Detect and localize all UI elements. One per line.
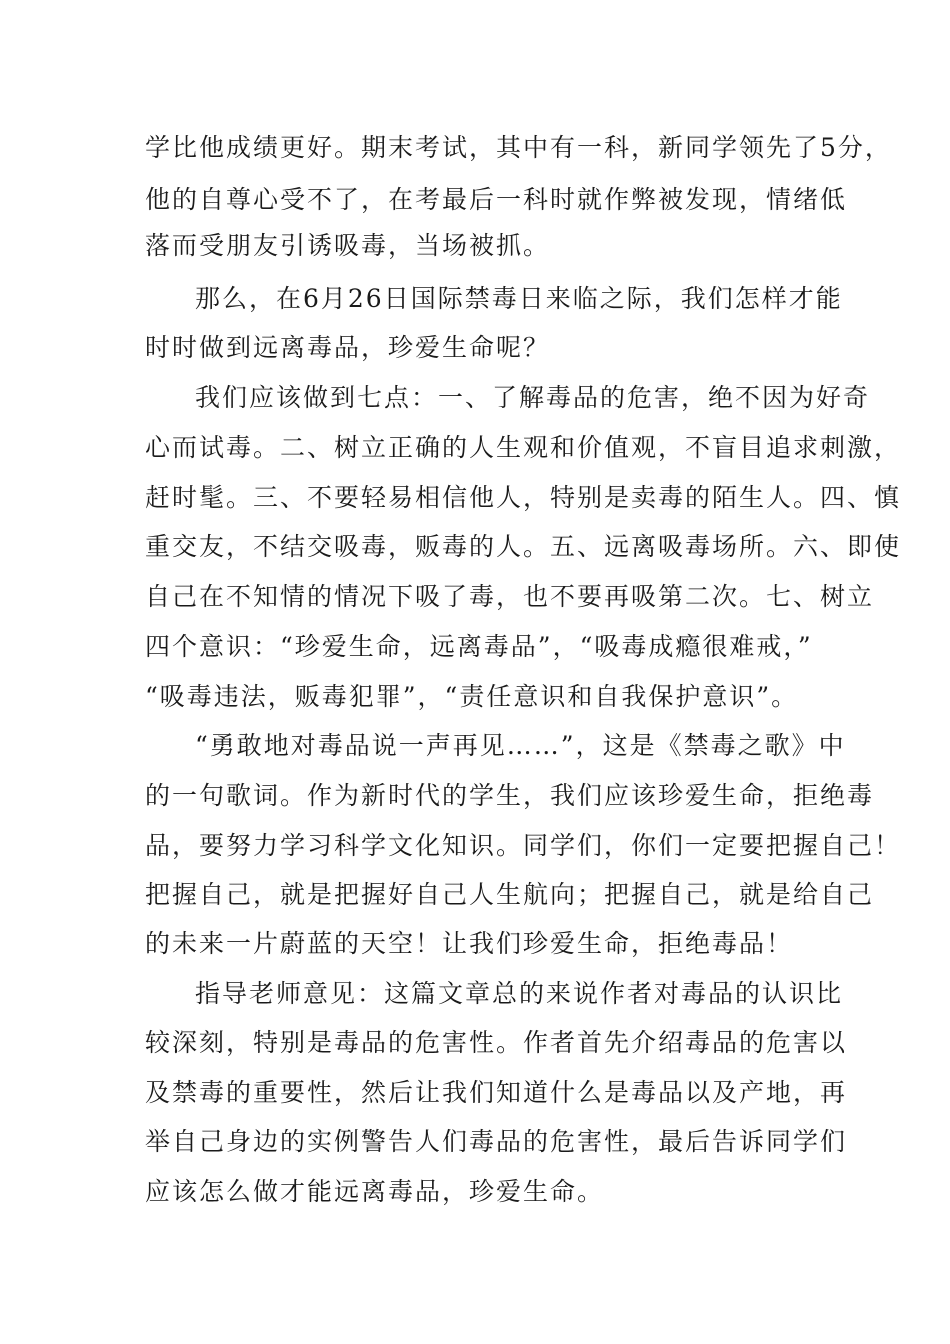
text-line: 那么，在6月26日国际禁毒日来临之际，我们怎样才能 [195,284,843,313]
text-line: 四个意识：“珍爱生命，远离毒品”，“吸毒成瘾很难戒，” [145,632,813,661]
text-line: 我们应该做到七点：一、了解毒品的危害，绝不因为好奇 [195,383,871,412]
text-line: 落而受朋友引诱吸毒，当场被抓。 [145,231,551,260]
text-line: 较深刻，特别是毒品的危害性。作者首先介绍毒品的危害以 [145,1028,848,1057]
text-line: 的未来一片蔚蓝的天空！让我们珍爱生命，拒绝毒品！ [145,929,794,958]
text-line: 时时做到远离毒品，珍爱生命呢？ [145,333,551,362]
text-line: “勇敢地对毒品说一声再见……”，这是《禁毒之歌》中 [195,731,846,760]
text-line: 把握自己，就是把握好自己人生航向；把握自己，就是给自己 [145,880,875,909]
text-line: 的一句歌词。作为新时代的学生，我们应该珍爱生命，拒绝毒 [145,781,875,810]
text-line: 自己在不知情的情况下吸了毒，也不要再吸第二次。七、树立 [145,582,875,611]
text-line: 及禁毒的重要性，然后让我们知道什么是毒品以及产地，再 [145,1078,848,1107]
text-line: 指导老师意见：这篇文章总的来说作者对毒品的认识比 [195,979,844,1008]
text-line: “吸毒违法，贩毒犯罪”，“责任意识和自我保护意识”。 [145,682,799,711]
text-line: 心而试毒。二、树立正确的人生观和价值观，不盲目追求刺激， [145,433,902,462]
text-line: 赶时髦。三、不要轻易相信他人，特别是卖毒的陌生人。四、慎 [145,483,902,512]
text-line: 品，要努力学习科学文化知识。同学们，你们一定要把握自己！ [145,831,902,860]
text-line: 他的自尊心受不了，在考最后一科时就作弊被发现，情绪低 [145,185,848,214]
text-line: 应该怎么做才能远离毒品，珍爱生命。 [145,1177,605,1206]
text-line: 重交友，不结交吸毒，贩毒的人。五、远离吸毒场所。六、即使 [145,532,902,561]
text-line: 学比他成绩更好。期末考试，其中有一科，新同学领先了5分， [145,133,892,162]
text-line: 举自己身边的实例警告人们毒品的危害性，最后告诉同学们 [145,1127,848,1156]
